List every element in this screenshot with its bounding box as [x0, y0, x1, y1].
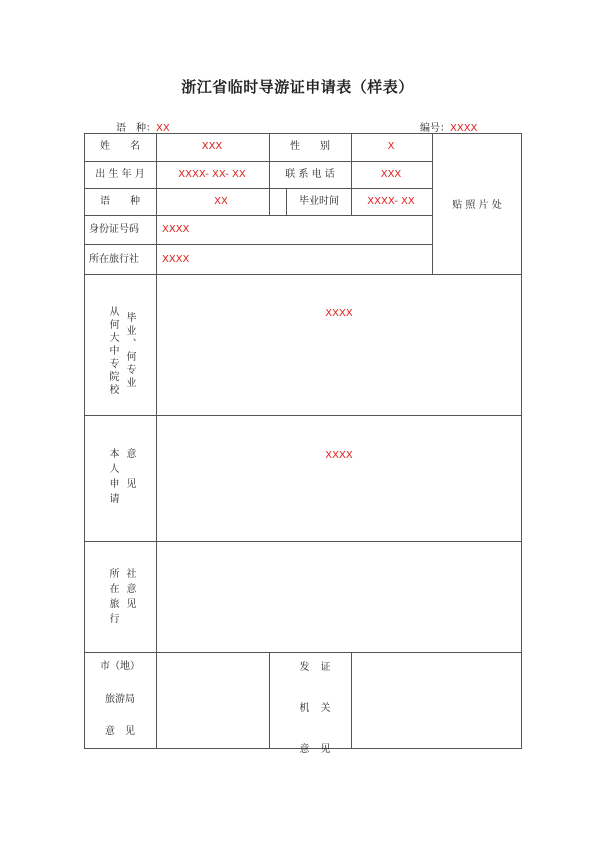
- col-divider: [156, 133, 157, 749]
- agency-value: XXXX: [162, 254, 190, 265]
- id-label: 身份证号码: [89, 224, 139, 235]
- col-divider: [269, 133, 270, 215]
- row-divider: [84, 161, 432, 162]
- personal-label-col1: 本人申请: [107, 448, 118, 508]
- city-bureau-label-1: 市（地）: [100, 661, 140, 672]
- gender-value: X: [387, 141, 395, 152]
- issuer-label-col2: 证 关 见: [318, 661, 329, 768]
- graduation-value: XXXX- XX: [367, 196, 415, 207]
- number-header-value: XXXX: [450, 123, 478, 134]
- number-header-label: 编号：: [420, 123, 450, 134]
- school-value: XXXX: [325, 308, 353, 319]
- city-bureau-label-2: 旅游局: [105, 694, 135, 705]
- language-header-label: 语 种：: [116, 123, 156, 134]
- agency-opinion-col1: 所在旅行: [107, 568, 118, 628]
- row-divider: [84, 541, 522, 542]
- school-label-col1: 从何大中专院校: [107, 306, 118, 397]
- page-title: 浙江省临时导游证申请表（样表）: [181, 78, 414, 96]
- row-divider: [84, 415, 522, 416]
- language-label: 语 种: [100, 196, 140, 207]
- row-divider: [84, 274, 522, 275]
- language-value: XX: [214, 196, 228, 207]
- row-divider: [84, 215, 432, 216]
- language-header-value: XX: [156, 123, 170, 134]
- issuer-label-col1: 发 机 意: [297, 661, 308, 768]
- agency-opinion-col2: 社意见: [124, 568, 135, 613]
- col-divider: [351, 652, 352, 749]
- row-divider: [84, 244, 432, 245]
- name-value: XXX: [201, 141, 223, 152]
- phone-label: 联 系 电 话: [285, 169, 335, 180]
- photo-placeholder: 贴 照 片 处: [452, 200, 502, 211]
- col-divider: [269, 652, 270, 749]
- row-divider: [84, 652, 522, 653]
- col-divider: [432, 133, 433, 274]
- id-value: XXXX: [162, 224, 190, 235]
- phone-value: XXX: [380, 169, 402, 180]
- graduation-label: 毕业时间: [299, 196, 339, 207]
- school-label-col2: 毕业、何专业: [124, 312, 135, 390]
- col-divider: [286, 188, 287, 215]
- birth-value: XXXX- XX- XX: [178, 169, 246, 180]
- form-table: [84, 133, 522, 749]
- agency-label: 所在旅行社: [89, 254, 139, 265]
- name-label: 姓 名: [100, 141, 140, 152]
- personal-value: XXXX: [325, 450, 353, 461]
- col-divider: [351, 133, 352, 215]
- language-header: [116, 119, 170, 134]
- number-header: [420, 119, 477, 134]
- birth-label: 出 生 年 月: [95, 169, 145, 180]
- gender-label: 性 别: [290, 141, 330, 152]
- personal-label-col2: 意见: [124, 448, 135, 508]
- row-divider: [84, 188, 432, 189]
- city-bureau-label-3: 意 见: [105, 726, 135, 737]
